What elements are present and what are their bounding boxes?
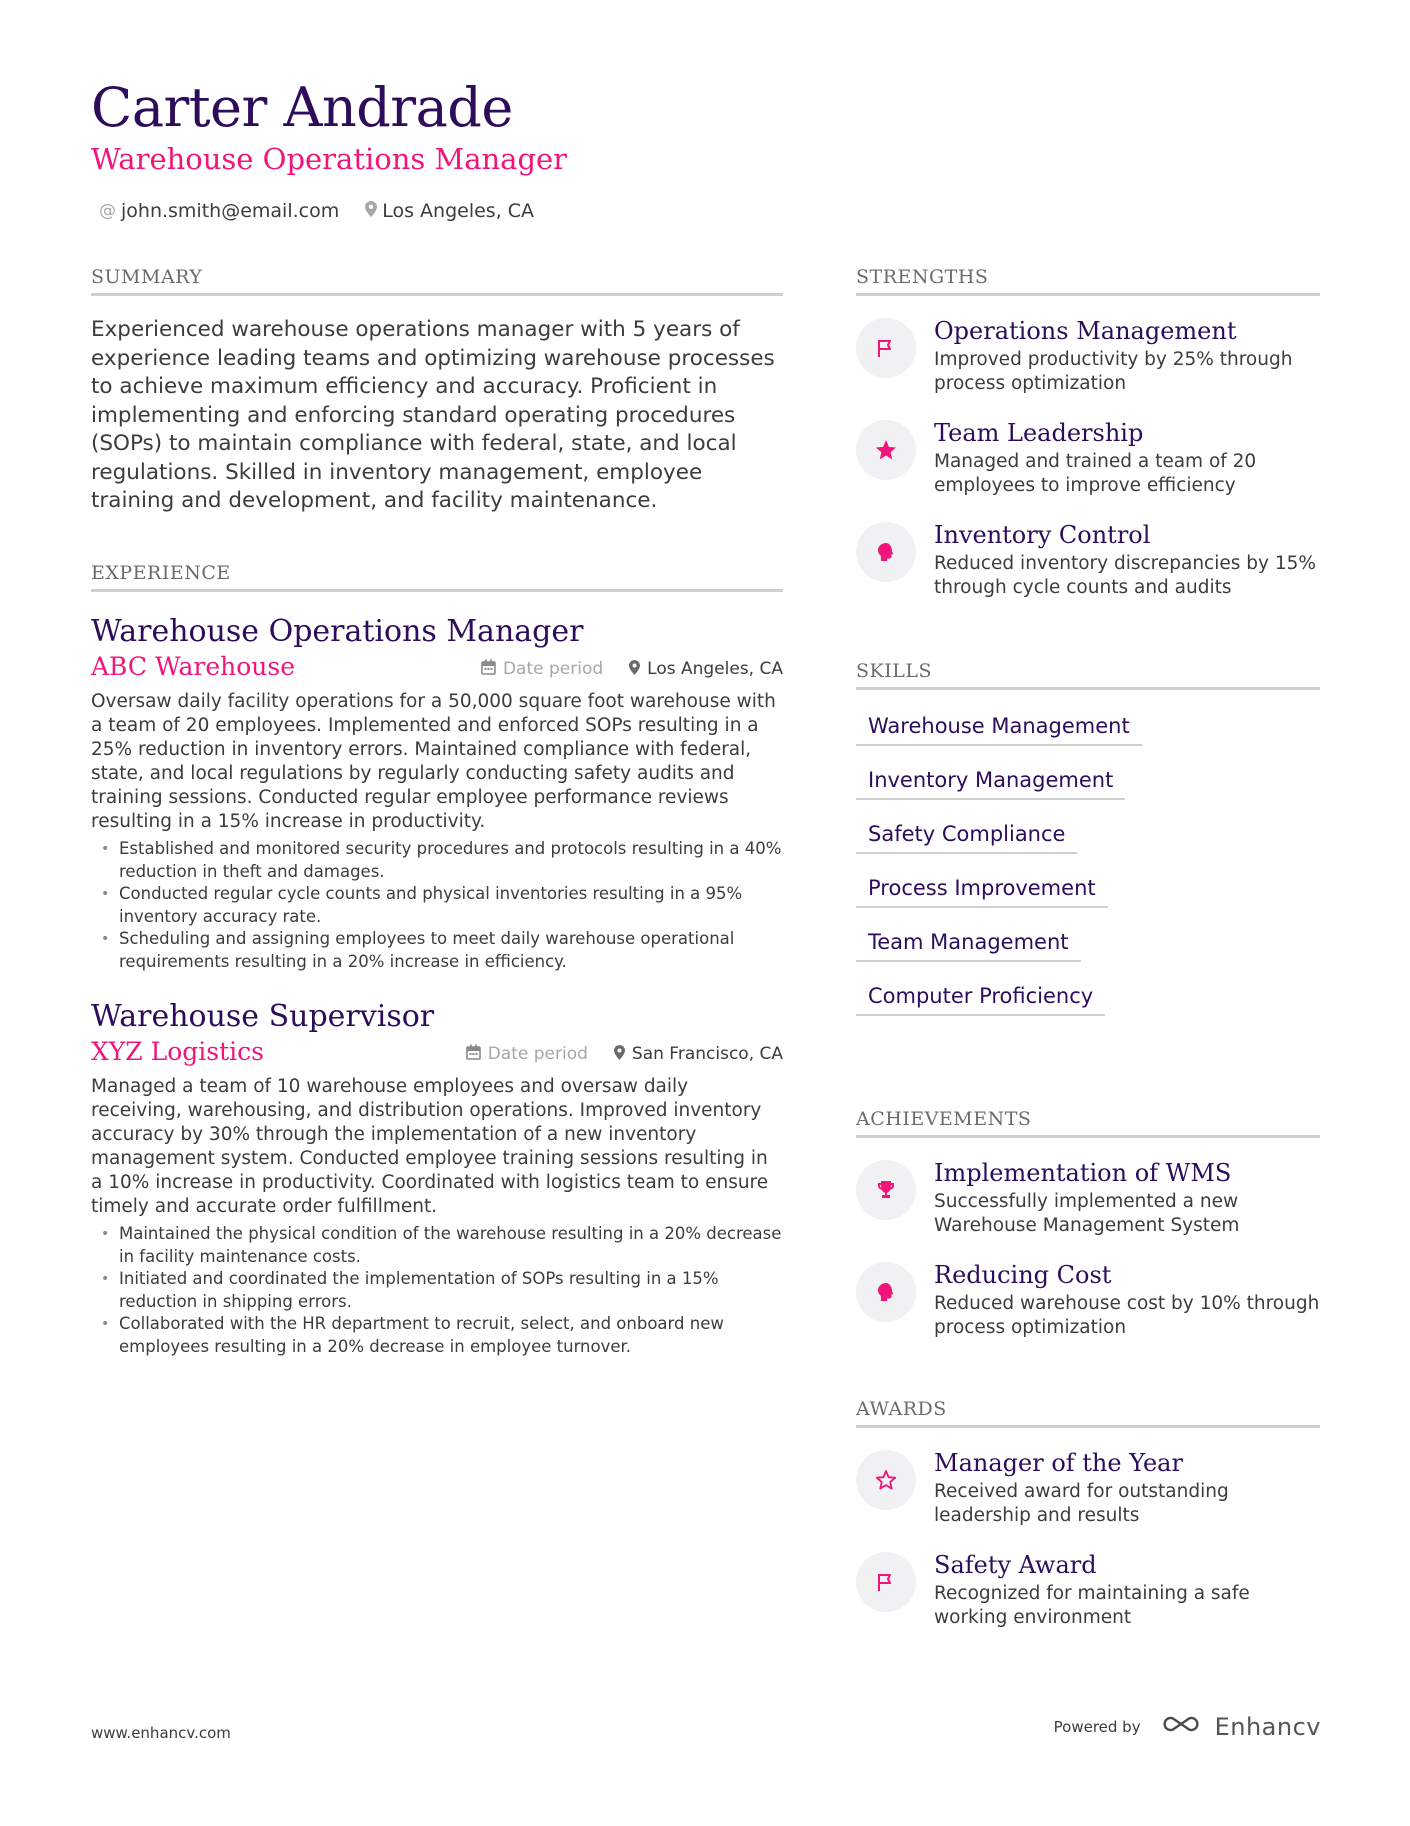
job-bullet: • Scheduling and assigning employees to meet daily warehouse operational requirements resulting in a 20% increase in efficiency. — [91, 928, 783, 973]
job-company: ABC Warehouse — [91, 652, 296, 681]
location-text: Los Angeles, CA — [382, 200, 535, 222]
job-company-row — [91, 652, 783, 686]
job-meta — [466, 1044, 783, 1064]
strength-desc: Reduced inventory discrepancies by 15% through cycle counts and audits — [934, 553, 1316, 598]
job-company-row — [91, 1037, 783, 1071]
location-contact — [365, 200, 534, 222]
job-bullets — [91, 838, 783, 973]
summary-heading: SUMMARY — [91, 266, 783, 296]
brain-icon — [856, 522, 916, 582]
trophy-icon — [856, 1160, 916, 1220]
job-company: XYZ Logistics — [91, 1037, 264, 1066]
skills-list — [856, 704, 1320, 1016]
award-desc: Received award for outstanding leadership and results — [934, 1481, 1229, 1526]
job-bullets — [91, 1223, 783, 1358]
calendar-icon — [481, 659, 496, 679]
strength-title: Team Leadership — [934, 419, 1144, 447]
skill-tag: Warehouse Management — [856, 704, 1142, 746]
award-item — [856, 1448, 1320, 1528]
powered-by-text: Powered by — [1053, 1718, 1141, 1736]
resume-page — [91, 0, 1321, 1826]
strengths-section — [856, 266, 1320, 600]
job-date-text: Date period — [487, 1044, 588, 1064]
job-location — [629, 659, 783, 679]
awards-section — [856, 1398, 1320, 1630]
star-outline-icon — [856, 1450, 916, 1510]
achievement-desc: Successfully implemented a new Warehouse Management System — [934, 1191, 1240, 1236]
contact-row — [99, 200, 534, 222]
skill-tag: Inventory Management — [856, 758, 1125, 800]
at-icon: @ — [99, 201, 116, 221]
skills-heading: SKILLS — [856, 660, 1320, 690]
job-title: Warehouse Supervisor — [91, 999, 435, 1034]
job-entry — [91, 614, 783, 973]
location-pin-icon — [365, 201, 377, 222]
strength-item — [856, 316, 1320, 396]
brand-logo — [1159, 1712, 1321, 1742]
job-bullet: • Maintained the physical condition of the warehouse resulting in a 20% decrease in facility maintenance costs. — [91, 1223, 783, 1268]
enhancv-logo-icon — [1159, 1712, 1205, 1742]
footer-website[interactable]: www.enhancv.com — [91, 1724, 231, 1742]
achievement-item — [856, 1260, 1320, 1340]
job-date-text: Date period — [502, 659, 604, 679]
experience-heading: EXPERIENCE — [91, 562, 783, 592]
flag-icon — [856, 318, 916, 378]
location-pin-icon — [614, 1045, 625, 1064]
job-description: Managed a team of 10 warehouse employees and oversaw daily receiving, warehousing, and distribution operations. Improved inventory accuracy by 30% through the implementation of a new inventory management system. Conducted employee training sessions resulting in a 10% increase in productivity. Coordinated with logistics team to ensure timely and accurate order fulfillment. — [91, 1076, 769, 1217]
achievement-title: Implementation of WMS — [934, 1159, 1232, 1187]
email-contact[interactable] — [99, 200, 339, 222]
job-bullet: • Conducted regular cycle counts and physical inventories resulting in a 95% inventory accuracy rate. — [91, 883, 783, 928]
achievements-heading: ACHIEVEMENTS — [856, 1108, 1320, 1138]
job-location-text: San Francisco, CA — [631, 1044, 783, 1064]
job-location — [614, 1044, 783, 1064]
location-pin-icon — [629, 660, 640, 679]
job-date — [481, 659, 603, 679]
award-desc: Recognized for maintaining a safe working environment — [934, 1583, 1250, 1628]
brand-name: Enhancv — [1214, 1713, 1321, 1741]
candidate-name: Carter Andrade — [91, 76, 513, 139]
award-title: Safety Award — [934, 1551, 1097, 1579]
job-meta — [481, 659, 783, 679]
skill-tag: Team Management — [856, 920, 1081, 962]
job-title: Warehouse Operations Manager — [91, 614, 584, 649]
job-date — [466, 1044, 588, 1064]
experience-section — [91, 562, 783, 1358]
job-bullet: • Collaborated with the HR department to recruit, select, and onboard new employees resulting in a 20% decrease in employee turnover. — [91, 1313, 783, 1358]
award-item — [856, 1550, 1320, 1630]
strength-desc: Managed and trained a team of 20 employees to improve efficiency — [934, 451, 1257, 496]
achievement-title: Reducing Cost — [934, 1261, 1112, 1289]
skill-tag: Computer Proficiency — [856, 974, 1105, 1016]
footer-branding[interactable] — [1054, 1712, 1321, 1742]
strengths-heading: STRENGTHS — [856, 266, 1320, 296]
strength-title: Operations Management — [934, 317, 1237, 345]
achievement-desc: Reduced warehouse cost by 10% through process optimization — [934, 1293, 1320, 1338]
achievements-section — [856, 1108, 1320, 1340]
brain-icon — [856, 1262, 916, 1322]
strength-item — [856, 520, 1320, 600]
job-description: Oversaw daily facility operations for a 50,000 square foot warehouse with a team of 20 employees. Implemented and enforced SOPs resulting in a 25% reduction in inventory errors. Maintained compliance with federal, state, and local regulations by regularly conducting safety audits and training sessions. Conducted regular employee performance reviews resulting in a 15% increase in productivity. — [91, 691, 776, 832]
left-column — [91, 266, 783, 516]
flag-icon — [856, 1552, 916, 1612]
skills-section — [856, 660, 1320, 1028]
strength-item — [856, 418, 1320, 498]
strength-title: Inventory Control — [934, 521, 1151, 549]
award-title: Manager of the Year — [934, 1449, 1183, 1477]
strength-desc: Improved productivity by 25% through process optimization — [934, 349, 1293, 394]
candidate-title: Warehouse Operations Manager — [91, 142, 568, 176]
star-icon — [856, 420, 916, 480]
achievement-item — [856, 1158, 1320, 1238]
job-bullet: • Established and monitored security procedures and protocols resulting in a 40% reduction in theft and damages. — [91, 838, 783, 883]
skill-tag: Safety Compliance — [856, 812, 1077, 854]
job-bullet: • Initiated and coordinated the implementation of SOPs resulting in a 15% reduction in shipping errors. — [91, 1268, 783, 1313]
job-entry — [91, 999, 783, 1358]
job-location-text: Los Angeles, CA — [647, 659, 783, 679]
summary-text: Experienced warehouse operations manager with 5 years of experience leading teams and optimizing warehouse processes to achieve maximum efficiency and accuracy. Proficient in implementing and enforcing standard operating procedures (SOPs) to maintain compliance with federal, state, and local regulations. Skilled in inventory management, employee training and development, and facility maintenance. — [91, 317, 775, 513]
calendar-icon — [466, 1044, 481, 1064]
email-text: john.smith@email.com — [121, 200, 340, 222]
skill-tag: Process Improvement — [856, 866, 1108, 908]
awards-heading: AWARDS — [856, 1398, 1320, 1428]
